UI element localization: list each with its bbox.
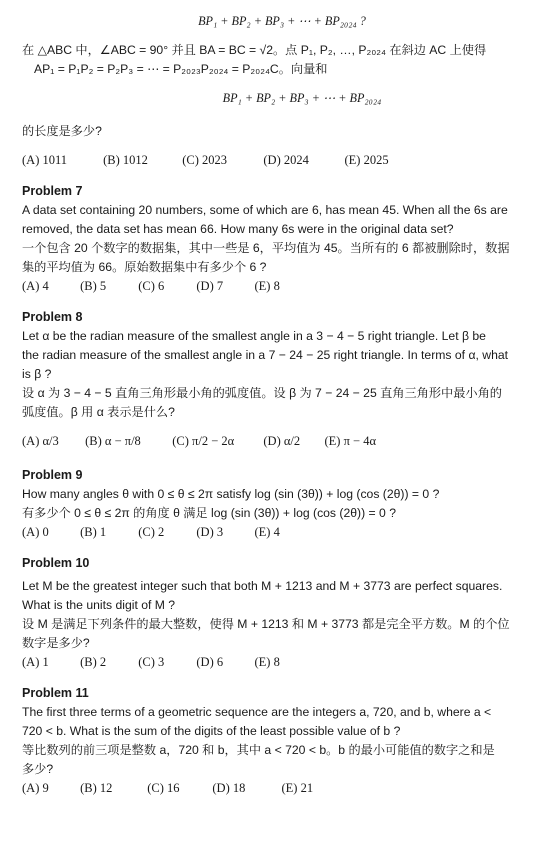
choice-d[interactable]: (D) 7 — [196, 279, 224, 293]
problem-heading: Problem 9 — [22, 468, 83, 482]
problem-line: 720 < b. What is the sum of the digits of the least possible value of b ? — [22, 724, 401, 738]
choice-d[interactable]: (D) 6 — [196, 655, 224, 669]
choice-a[interactable]: (A) 9 — [22, 781, 49, 795]
problem-line: is β ? — [22, 367, 52, 381]
problem-line: removed, the data set has mean 66. How many 6s were in the original data set? — [22, 222, 454, 236]
choice-e[interactable]: (E) 8 — [254, 655, 280, 669]
choice-c[interactable]: (C) 3 — [138, 655, 165, 669]
problem-heading: Problem 8 — [22, 310, 83, 324]
problem-line: 多少? — [22, 762, 54, 776]
intro-block — [22, 0, 522, 170]
problem-line: Let M be the greatest integer such that both M + 1213 and M + 3773 are perfect squares. — [22, 579, 503, 593]
top-question: BP₁ + BP₂ + BP₃ + ⋯ + BP₂₀₂₄ ? — [198, 14, 366, 28]
answer-choices — [22, 653, 522, 672]
choice-b[interactable]: (B) α − π/8 — [85, 434, 141, 448]
problem-line: 一个包含 20 个数字的数据集，其中一些是 6，平均值为 45。当所有的 6 都被删除时，数据 — [22, 241, 510, 255]
answer-choices — [22, 779, 522, 798]
choice-d[interactable]: (D) 18 — [212, 781, 246, 795]
choice-b[interactable]: (B) 5 — [80, 279, 107, 293]
answer-choices — [22, 277, 522, 296]
choice-b[interactable]: (B) 1 — [80, 525, 107, 539]
choice-e[interactable]: (E) π − 4α — [324, 434, 376, 448]
choice-b[interactable]: (B) 2 — [80, 655, 107, 669]
problem-7 — [22, 182, 522, 296]
choice-e[interactable]: (E) 21 — [281, 781, 314, 795]
document-page — [22, 0, 522, 798]
problem-heading: Problem 11 — [22, 686, 89, 700]
problem-line: What is the units digit of M ? — [22, 598, 176, 612]
problem-9 — [22, 466, 522, 542]
choice-e[interactable]: (E) 4 — [254, 525, 280, 539]
problem-line: 等比数列的前三项是整数 a，720 和 b，其中 a < 720 < b。b 的最小可能值的数字之和是 — [22, 743, 495, 757]
intro-line-1: 在 △ABC 中，∠ABC = 90° 并且 BA = BC = √2。点 P₁, P₂, …, P₂₀₂₄ 在斜边 AC 上使得 — [22, 43, 487, 57]
choice-a[interactable]: (A) 1011 — [22, 153, 68, 167]
answer-choices — [22, 428, 522, 454]
choice-c[interactable]: (C) 16 — [147, 781, 180, 795]
problem-10 — [22, 554, 522, 672]
problem-8 — [22, 308, 522, 454]
choice-b[interactable]: (B) 12 — [80, 781, 113, 795]
choice-b[interactable]: (B) 1012 — [103, 153, 148, 167]
problem-11 — [22, 684, 522, 798]
problem-line: 数字是多少? — [22, 636, 90, 650]
problem-heading: Problem 7 — [22, 184, 83, 198]
choice-a[interactable]: (A) 4 — [22, 279, 49, 293]
problem-line: A data set containing 20 numbers, some of which are 6, has mean 45. When all the 6s are — [22, 203, 508, 217]
problem-line: The first three terms of a geometric sequence are the integers a, 720, and b, where a < — [22, 705, 492, 719]
problem-line: 集的平均值为 66。原始数据集中有多少个 6 ? — [22, 260, 267, 274]
problem-line: Let α be the radian measure of the smallest angle in a 3 − 4 − 5 right triangle. Let β be — [22, 329, 486, 343]
choice-d[interactable]: (D) 2024 — [263, 153, 309, 167]
answer-choices — [22, 523, 522, 542]
choice-d[interactable]: (D) 3 — [196, 525, 224, 539]
problem-line: the radian measure of the smallest angle in a 7 − 24 − 25 right triangle. In terms of α, what — [22, 348, 509, 362]
intro-line-2: AP₁ = P₁P₂ = P₂P₃ = ⋯ = P₂₀₂₃P₂₀₂₄ = P₂₀₂₄C。向量和 — [34, 62, 328, 76]
choice-d[interactable]: (D) α/2 — [263, 434, 301, 448]
choice-e[interactable]: (E) 2025 — [344, 153, 389, 167]
choice-c[interactable]: (C) π/2 − 2α — [172, 434, 235, 448]
intro-line-3: 的长度是多少? — [22, 124, 102, 138]
problem-line: How many angles θ with 0 ≤ θ ≤ 2π satisfy log (sin (3θ)) + log (cos (2θ)) = 0 ? — [22, 487, 440, 501]
problem-line: 设 α 为 3 − 4 − 5 直角三角形最小角的弧度值。设 β 为 7 − 24 − 25 直角三角形中最小角的 — [22, 386, 502, 400]
choice-a[interactable]: (A) 0 — [22, 525, 49, 539]
choice-c[interactable]: (C) 2 — [138, 525, 165, 539]
problem-heading: Problem 10 — [22, 556, 90, 570]
choice-a[interactable]: (A) 1 — [22, 655, 49, 669]
intro-vector-sum: BP₁ + BP₂ + BP₃ + ⋯ + BP₂₀₂₄ — [222, 91, 382, 105]
choice-a[interactable]: (A) α/3 — [22, 434, 59, 448]
problem-line: 有多少个 0 ≤ θ ≤ 2π 的角度 θ 满足 log (sin (3θ)) + log (cos (2θ)) = 0 ? — [22, 506, 396, 520]
intro-choices — [22, 151, 522, 170]
choice-e[interactable]: (E) 8 — [254, 279, 280, 293]
problem-line: 设 M 是满足下列条件的最大整数，使得 M + 1213 和 M + 3773 都是完全平方数。M 的个位 — [22, 617, 510, 631]
problem-line: 弧度值。β 用 α 表示是什么? — [22, 405, 175, 419]
choice-c[interactable]: (C) 2023 — [182, 153, 228, 167]
choice-c[interactable]: (C) 6 — [138, 279, 165, 293]
